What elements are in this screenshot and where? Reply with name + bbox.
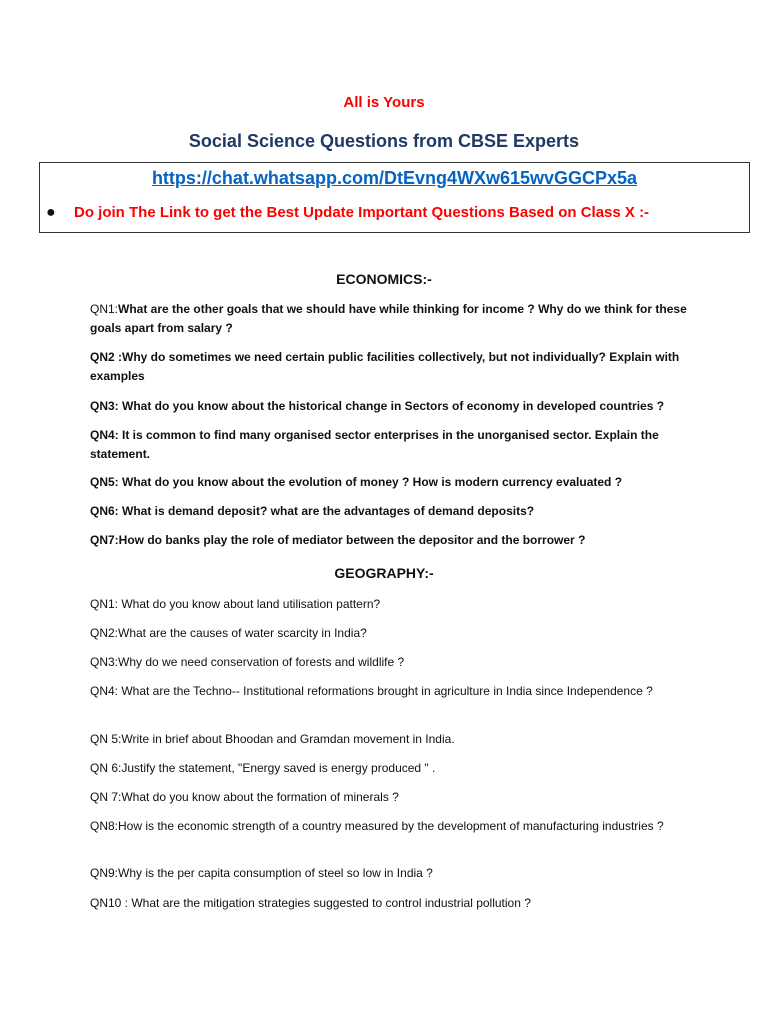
geography-question-6: QN 6:Justify the statement, "Energy saved is energy produced " . <box>90 761 436 775</box>
geography-question-3: QN3:Why do we need conservation of forests and wildlife ? <box>90 655 405 669</box>
economics-question-7: QN7:How do banks play the role of mediator between the depositor and the borrower ? <box>90 533 586 547</box>
geography-question-9: QN9:Why is the per capita consumption of steel so low in India ? <box>90 866 433 880</box>
economics-question-3: QN3: What do you know about the historical change in Sectors of economy in developed countries ? <box>90 399 665 413</box>
geography-question-8: QN8:How is the economic strength of a country measured by the development of manufacturing industries ? <box>90 819 664 833</box>
tagline: All is Yours <box>343 94 425 111</box>
geography-question-2: QN2:What are the causes of water scarcity in India? <box>90 626 367 640</box>
economics-heading: ECONOMICS:- <box>336 271 432 287</box>
join-notice-text: Do join The Link to get the Best Update Important Questions Based on Class X :- <box>74 204 650 221</box>
economics-question-4: QN4: It is common to find many organised sector enterprises in the unorganised sector. Explain the statement. <box>90 428 659 461</box>
economics-question-5: QN5: What do you know about the evolution of money ? How is modern currency evaluated ? <box>90 475 623 489</box>
geography-question-7: QN 7:What do you know about the formation of minerals ? <box>90 790 399 804</box>
question-text: What are the other goals that we should have while thinking for income ? Why do we think for these goals apart from salary ? <box>90 302 687 335</box>
geography-question-4: QN4: What are the Techno-- Institutional reformations brought in agriculture in India since Independence ? <box>90 684 653 698</box>
whatsapp-group-link[interactable]: https://chat.whatsapp.com/DtEvng4WXw615wvGGCPx5a <box>151 168 638 188</box>
bullet-icon: ● <box>46 204 56 221</box>
question-number: QN1: <box>90 302 119 316</box>
economics-question-6: QN6: What is demand deposit? what are the advantages of demand deposits? <box>90 504 535 518</box>
geography-question-10: QN10 : What are the mitigation strategies suggested to control industrial pollution ? <box>90 896 531 910</box>
geography-question-5: QN 5:Write in brief about Bhoodan and Gramdan movement in India. <box>90 732 455 746</box>
page-title: Social Science Questions from CBSE Experts <box>188 131 580 151</box>
economics-question-2: QN2 :Why do sometimes we need certain public facilities collectively, but not individually? Explain with examples <box>90 350 680 383</box>
economics-question-1 <box>90 300 690 338</box>
link-box <box>39 162 750 233</box>
join-notice <box>46 204 649 222</box>
geography-heading: GEOGRAPHY:- <box>334 565 434 581</box>
geography-question-1: QN1: What do you know about land utilisation pattern? <box>90 597 381 611</box>
